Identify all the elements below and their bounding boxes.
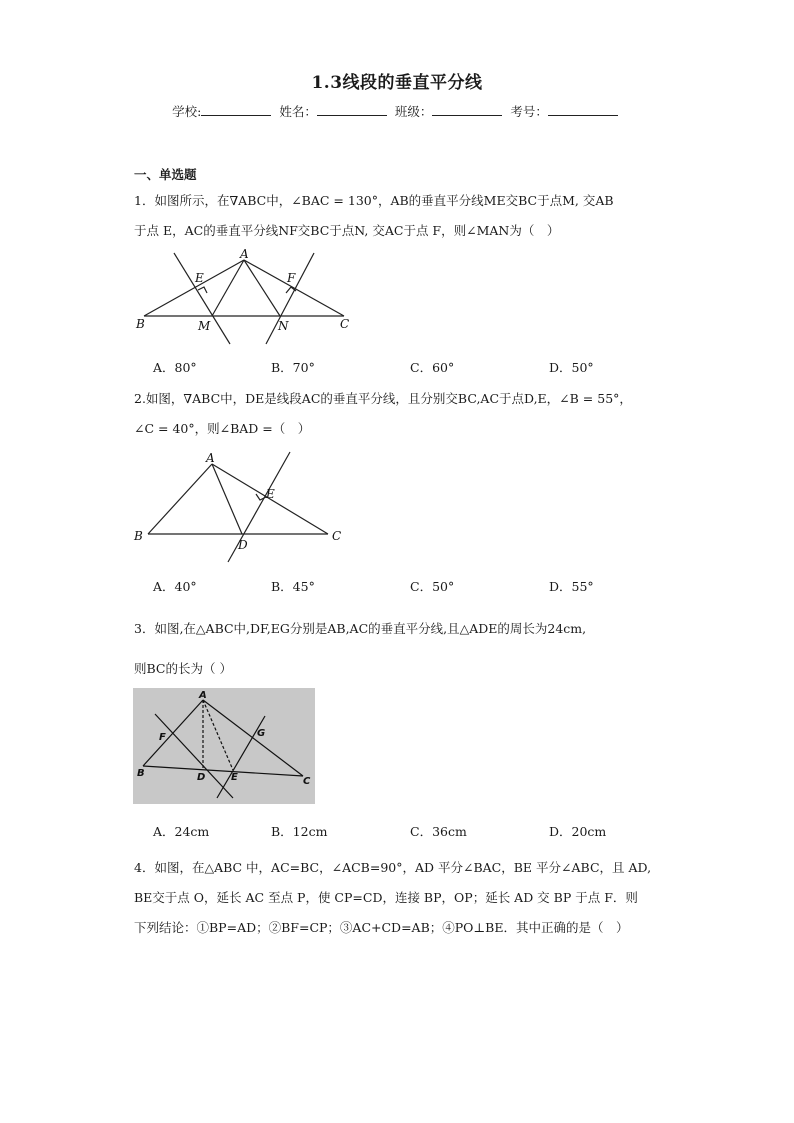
question-1-option-c[interactable]: C．60° xyxy=(410,360,455,375)
q2-label-a: A xyxy=(206,451,215,465)
question-4-stem-line1: 4．如图，在△ABC 中，AC=BC，∠ACB=90°，AD 平分∠BAC，BE 平分∠ABC，且 AD, xyxy=(134,860,652,875)
q3-label-b: B xyxy=(137,768,145,779)
question-2-option-b[interactable]: B．45° xyxy=(271,579,315,594)
question-1-stem-line2: 于点 E，AC的垂直平分线NF交BC于点N, 交AC于点 F，则∠MAN为（ ） xyxy=(134,223,560,238)
question-3-stem-line1: 3．如图,在△ABC中,DF,EG分别是AB,AC的垂直平分线,且△ADE的周长为24cm, xyxy=(134,621,587,636)
question-2-stem-line1: 2.如图，∇ABC中，DE是线段AC的垂直平分线，且分别交BC,AC于点D,E，∠B = 55°， xyxy=(134,391,632,406)
q3-label-d: D xyxy=(197,772,206,783)
question-1-option-a[interactable]: A．80° xyxy=(153,360,197,375)
question-1-figure xyxy=(134,248,366,348)
exam-no-label: 考号： xyxy=(510,104,548,119)
question-3-option-a[interactable]: A．24cm xyxy=(153,824,210,839)
name-label: 姓名： xyxy=(279,104,317,119)
class-label: 班级： xyxy=(394,104,433,119)
school-blank xyxy=(201,103,271,116)
q1-label-f: F xyxy=(287,271,296,285)
exam-no-blank xyxy=(548,103,618,116)
q1-label-e: E xyxy=(195,271,204,285)
question-3-photo-figure xyxy=(133,688,315,804)
question-3-option-d[interactable]: D．20cm xyxy=(549,824,607,839)
question-1 xyxy=(134,186,674,246)
school-label: 学校: xyxy=(172,104,202,119)
question-2-stem-line2: ∠C = 40°，则∠BAD =（ ） xyxy=(134,421,311,436)
q3-label-a: A xyxy=(199,690,207,701)
question-2-option-d[interactable]: D．55° xyxy=(549,579,594,594)
q1-label-c: C xyxy=(340,317,350,331)
question-3-option-c[interactable]: C．36cm xyxy=(410,824,467,839)
question-2 xyxy=(134,384,674,444)
q1-label-m: M xyxy=(198,319,211,333)
question-2-figure xyxy=(132,448,352,566)
student-info-row xyxy=(0,102,794,120)
question-4 xyxy=(134,853,674,943)
question-1-stem-line1: 1．如图所示，在∇ABC中，∠BAC = 130°，AB的垂直平分线ME交BC于点M, 交AB xyxy=(134,193,614,208)
q3-label-c: C xyxy=(303,776,311,787)
question-1-option-b[interactable]: B．70° xyxy=(271,360,315,375)
q3-label-e: E xyxy=(231,772,238,783)
q2-label-c: C xyxy=(332,529,342,543)
question-2-option-c[interactable]: C．50° xyxy=(410,579,455,594)
question-3 xyxy=(134,609,674,689)
q3-label-f: F xyxy=(159,732,166,743)
q1-label-n: N xyxy=(278,319,289,333)
q2-label-d: D xyxy=(238,538,248,552)
question-1-option-d[interactable]: D．50° xyxy=(549,360,594,375)
question-3-option-b[interactable]: B．12cm xyxy=(271,824,328,839)
class-blank xyxy=(432,103,502,116)
q1-label-b: B xyxy=(136,317,145,331)
question-4-stem-line3: 下列结论：①BP=AD；②BF=CP；③AC+CD=AB；④PO⊥BE．其中正确的是（ ） xyxy=(134,920,629,935)
section-title: 一、单选题 xyxy=(134,167,197,182)
q3-label-g: G xyxy=(257,728,266,739)
q1-label-a: A xyxy=(240,248,249,261)
question-2-option-a[interactable]: A．40° xyxy=(153,579,197,594)
q2-label-b: B xyxy=(134,529,143,543)
q2-label-e: E xyxy=(266,487,275,501)
page-title: 1.3线段的垂直平分线 xyxy=(311,73,483,93)
question-3-stem-line2: 则BC的长为（ ） xyxy=(134,661,232,676)
question-4-stem-line2: BE交于点 O，延长 AC 至点 P，使 CP=CD，连接 BP，OP；延长 AD 交 BP 于点 F．则 xyxy=(134,890,638,905)
name-blank xyxy=(317,103,387,116)
